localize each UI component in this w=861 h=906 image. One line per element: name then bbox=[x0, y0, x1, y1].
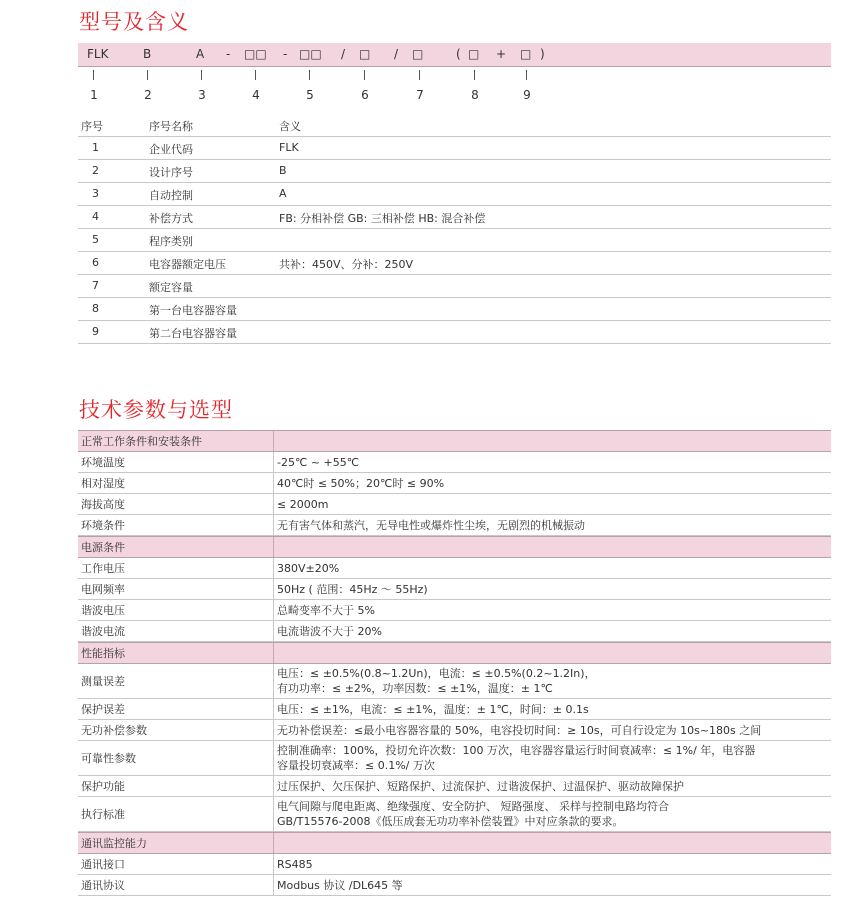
param-key: 相对湿度 bbox=[78, 473, 274, 493]
param-value bbox=[274, 579, 831, 599]
param-value bbox=[274, 776, 831, 796]
params-section-title: 技术参数与选型 bbox=[79, 398, 233, 422]
code-part: - bbox=[226, 47, 231, 61]
param-row bbox=[78, 621, 831, 642]
param-row bbox=[78, 558, 831, 579]
category-row bbox=[78, 832, 831, 854]
tick-mark bbox=[201, 70, 202, 80]
code-part: - bbox=[283, 47, 288, 61]
param-value-line: 50Hz ( 范围：45Hz ～ 55Hz) bbox=[277, 582, 428, 596]
param-row bbox=[78, 515, 831, 536]
param-key: 海拔高度 bbox=[78, 494, 274, 514]
code-part: ) bbox=[540, 47, 545, 61]
row-no: 2 bbox=[92, 164, 99, 177]
param-row bbox=[78, 699, 831, 720]
param-value-line: 电气间隙与爬电距离、绝缘强度、安全防护、 短路强度、 采样与控制电路均符合 bbox=[277, 800, 669, 813]
param-key: 工作电压 bbox=[78, 558, 274, 578]
tick-mark bbox=[255, 70, 256, 80]
row-name: 设计序号 bbox=[149, 166, 193, 179]
param-value bbox=[274, 664, 831, 698]
param-value bbox=[274, 537, 831, 557]
param-value-line: 电压：≤ ±1%，电流：≤ ±1%，温度：± 1℃，时间：± 0.1s bbox=[277, 702, 589, 716]
param-value-line: 过压保护、欠压保护、短路保护、过流保护、过谐波保护、过温保护、驱动故障保护 bbox=[277, 779, 684, 793]
params-table bbox=[78, 430, 831, 896]
tick-mark bbox=[364, 70, 365, 80]
row-no: 4 bbox=[92, 210, 99, 223]
param-value-line: 无有害气体和蒸汽，无导电性或爆炸性尘埃，无剧烈的机械振动 bbox=[277, 518, 585, 532]
row-name: 程序类别 bbox=[149, 235, 193, 248]
row-meaning: A bbox=[279, 187, 287, 200]
param-key: 保护功能 bbox=[78, 776, 274, 796]
row-no: 9 bbox=[92, 325, 99, 338]
param-value bbox=[274, 558, 831, 578]
param-key: 谐波电流 bbox=[78, 621, 274, 641]
model-code-bar bbox=[78, 43, 831, 67]
category-row bbox=[78, 642, 831, 664]
row-name: 第二台电容器容量 bbox=[149, 327, 237, 340]
code-position-markers bbox=[0, 66, 861, 106]
param-value-line: RS485 bbox=[277, 857, 313, 871]
param-value-line: GB/T15576-2008《低压成套无功功率补偿装置》中对应条款的要求。 bbox=[277, 815, 624, 828]
code-part: / bbox=[394, 47, 399, 61]
param-value-line: 容量投切衰减率：≤ 0.1%/ 万次 bbox=[277, 759, 435, 772]
row-no: 3 bbox=[92, 187, 99, 200]
category-row bbox=[78, 430, 831, 452]
param-value bbox=[274, 473, 831, 493]
param-row bbox=[78, 875, 831, 896]
param-value bbox=[274, 833, 831, 853]
param-value bbox=[274, 600, 831, 620]
position-number: 1 bbox=[90, 88, 98, 102]
param-key: 可靠性参数 bbox=[78, 741, 274, 775]
table-row bbox=[78, 229, 831, 252]
row-name: 第一台电容器容量 bbox=[149, 304, 237, 317]
table-row bbox=[78, 321, 831, 344]
param-row bbox=[78, 797, 831, 832]
param-value bbox=[274, 699, 831, 719]
row-name: 补偿方式 bbox=[149, 212, 193, 225]
param-value bbox=[274, 452, 831, 472]
row-meaning: FB: 分相补偿 GB: 三相补偿 HB: 混合补偿 bbox=[279, 212, 486, 225]
param-value bbox=[274, 741, 831, 775]
row-no: 8 bbox=[92, 302, 99, 315]
code-part: A bbox=[196, 47, 205, 61]
category-label: 性能指标 bbox=[78, 643, 274, 663]
position-number: 4 bbox=[252, 88, 260, 102]
param-value-line: Modbus 协议 /DL645 等 bbox=[277, 878, 403, 892]
table-row bbox=[78, 206, 831, 229]
param-key: 谐波电压 bbox=[78, 600, 274, 620]
table-header-row bbox=[78, 114, 831, 137]
param-row bbox=[78, 741, 831, 776]
position-number: 6 bbox=[361, 88, 369, 102]
param-value bbox=[274, 431, 831, 451]
row-meaning: 共补：450V、分补：250V bbox=[279, 258, 414, 271]
position-number: 8 bbox=[471, 88, 479, 102]
code-part: ( bbox=[456, 47, 461, 61]
tick-mark bbox=[526, 70, 527, 80]
param-row bbox=[78, 776, 831, 797]
table-row bbox=[78, 252, 831, 275]
tick-mark bbox=[309, 70, 310, 80]
param-row bbox=[78, 664, 831, 699]
param-value bbox=[274, 797, 831, 831]
position-number: 3 bbox=[198, 88, 206, 102]
header-no: 序号 bbox=[81, 120, 103, 133]
table-row bbox=[78, 137, 831, 160]
param-value-line: 电流谐波不大于 20% bbox=[277, 624, 382, 638]
header-meaning: 含义 bbox=[279, 120, 301, 133]
tick-mark bbox=[419, 70, 420, 80]
position-number: 5 bbox=[306, 88, 314, 102]
param-value-line: 40℃时 ≤ 50%；20℃时 ≤ 90% bbox=[277, 476, 445, 490]
param-key: 通讯协议 bbox=[78, 875, 274, 895]
category-label: 通讯监控能力 bbox=[78, 833, 274, 853]
param-row bbox=[78, 579, 831, 600]
param-value-line: 无功补偿误差：≤最小电容器容量的 50%，电容投切时间：≥ 10s，可自行设定为 10s~180s 之间 bbox=[277, 723, 762, 737]
model-meaning-table bbox=[78, 114, 831, 344]
param-value bbox=[274, 720, 831, 740]
param-key: 电网频率 bbox=[78, 579, 274, 599]
param-row bbox=[78, 854, 831, 875]
param-key: 保护误差 bbox=[78, 699, 274, 719]
code-part: □ bbox=[412, 47, 424, 61]
tick-mark bbox=[474, 70, 475, 80]
header-name: 序号名称 bbox=[149, 120, 193, 133]
row-no: 6 bbox=[92, 256, 99, 269]
param-value bbox=[274, 621, 831, 641]
param-value bbox=[274, 854, 831, 874]
model-section-title: 型号及含义 bbox=[79, 10, 189, 34]
param-row bbox=[78, 473, 831, 494]
position-number: 7 bbox=[416, 88, 424, 102]
param-value bbox=[274, 875, 831, 895]
param-key: 测量误差 bbox=[78, 664, 274, 698]
param-key: 环境温度 bbox=[78, 452, 274, 472]
tick-mark bbox=[93, 70, 94, 80]
table-row bbox=[78, 183, 831, 206]
row-name: 自动控制 bbox=[149, 189, 193, 202]
code-part: □□ bbox=[244, 47, 267, 61]
code-part: FLK bbox=[87, 47, 109, 61]
param-value-line: -25℃ ~ +55℃ bbox=[277, 455, 360, 469]
category-label: 正常工作条件和安装条件 bbox=[78, 431, 274, 451]
param-value-line: 电压：≤ ±0.5%(0.8~1.2Un)，电流：≤ ±0.5%(0.2~1.2In)， bbox=[277, 667, 596, 680]
param-row bbox=[78, 494, 831, 515]
param-key: 环境条件 bbox=[78, 515, 274, 535]
table-row bbox=[78, 275, 831, 298]
row-name: 额定容量 bbox=[149, 281, 193, 294]
code-part: □□ bbox=[299, 47, 322, 61]
param-row bbox=[78, 720, 831, 741]
code-part: □ bbox=[359, 47, 371, 61]
param-value-line: 总畸变率不大于 5% bbox=[277, 603, 375, 617]
code-part: B bbox=[143, 47, 152, 61]
row-name: 电容器额定电压 bbox=[149, 258, 226, 271]
row-name: 企业代码 bbox=[149, 143, 193, 156]
param-value bbox=[274, 643, 831, 663]
table-row bbox=[78, 298, 831, 321]
param-key: 通讯接口 bbox=[78, 854, 274, 874]
code-part: □ bbox=[520, 47, 532, 61]
row-no: 1 bbox=[92, 141, 99, 154]
row-meaning: FLK bbox=[279, 141, 299, 154]
row-no: 7 bbox=[92, 279, 99, 292]
param-value-line: 控制准确率：100%，投切允许次数：100 万次，电容器容量运行时间衰减率：≤ 1%/ 年，电容器 bbox=[277, 744, 756, 757]
position-number: 9 bbox=[523, 88, 531, 102]
code-part: □ bbox=[468, 47, 480, 61]
category-row bbox=[78, 536, 831, 558]
param-row bbox=[78, 600, 831, 621]
row-meaning: B bbox=[279, 164, 287, 177]
tick-mark bbox=[147, 70, 148, 80]
row-no: 5 bbox=[92, 233, 99, 246]
position-number: 2 bbox=[144, 88, 152, 102]
code-part: / bbox=[341, 47, 346, 61]
param-row bbox=[78, 452, 831, 473]
category-label: 电源条件 bbox=[78, 537, 274, 557]
param-key: 执行标准 bbox=[78, 797, 274, 831]
param-value-line: 380V±20% bbox=[277, 561, 340, 575]
param-value bbox=[274, 494, 831, 514]
param-value-line: ≤ 2000m bbox=[277, 497, 329, 511]
code-part: + bbox=[496, 47, 507, 61]
param-value-line: 有功功率：≤ ±2%，功率因数：≤ ±1%，温度：± 1℃ bbox=[277, 682, 553, 695]
table-row bbox=[78, 160, 831, 183]
param-value bbox=[274, 515, 831, 535]
param-key: 无功补偿参数 bbox=[78, 720, 274, 740]
